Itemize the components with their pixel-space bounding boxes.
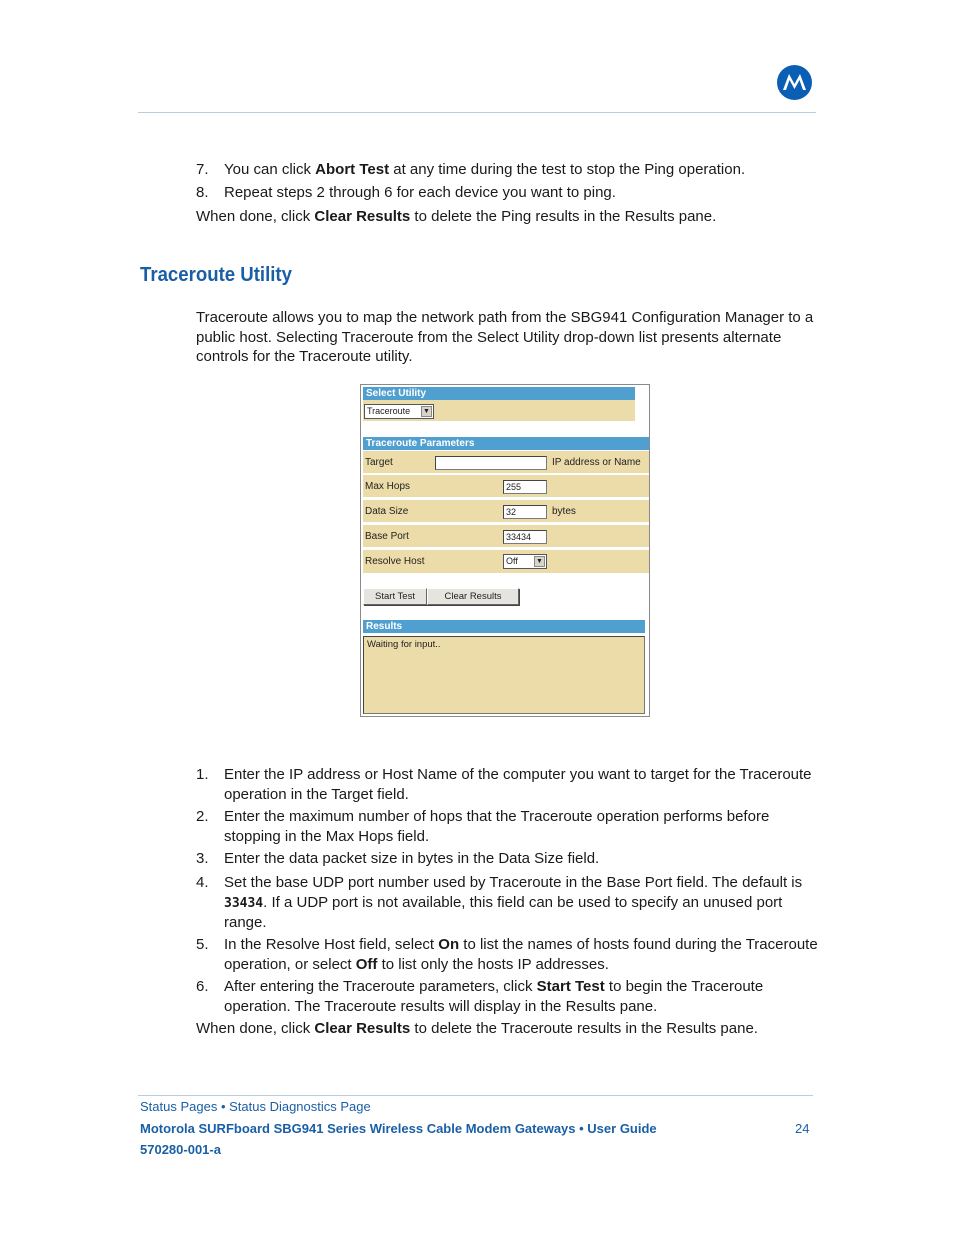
chevron-down-icon[interactable]: ▼ xyxy=(421,406,432,417)
traceroute-parameters-header: Traceroute Parameters xyxy=(363,437,649,450)
motorola-logo-icon xyxy=(777,65,812,100)
abort-test-term: Abort Test xyxy=(315,161,390,178)
step-number: 4. xyxy=(196,874,209,891)
start-test-button[interactable]: Start Test xyxy=(363,588,427,605)
target-input[interactable] xyxy=(435,456,547,470)
footer-doc-number: 570280-001-a xyxy=(140,1142,221,1157)
section-intro: Traceroute allows you to map the network path from the SBG941 Configuration Manager to a public host. Selecting Traceroute from the Select Utility drop-down list presents alternate controls for the Traceroute utility. xyxy=(196,309,814,365)
step-number: 2. xyxy=(196,808,209,825)
results-textarea[interactable]: Waiting for input.. xyxy=(363,636,645,714)
base-port-label: Base Port xyxy=(365,531,409,542)
page-number: 24 xyxy=(795,1121,810,1136)
resolve-host-row xyxy=(363,550,649,574)
footer-title: Motorola SURFboard SBG941 Series Wireless Cable Modem Gateways • User Guide xyxy=(140,1121,657,1136)
select-utility-dropdown[interactable]: Traceroute ▼ xyxy=(364,404,434,419)
step-number: 8. xyxy=(196,184,209,201)
target-row xyxy=(363,451,649,474)
results-header: Results xyxy=(363,620,645,633)
resolve-host-dropdown[interactable]: Off ▼ xyxy=(503,554,547,569)
max-hops-label: Max Hops xyxy=(365,481,411,492)
step-number: 7. xyxy=(196,161,209,178)
data-size-unit: bytes xyxy=(552,506,576,517)
step-number: 6. xyxy=(196,978,209,995)
trace-done-paragraph: When done, click Clear Results to delete the Traceroute results in the Results pane. xyxy=(196,1020,758,1037)
header-divider xyxy=(138,112,816,113)
step-number: 3. xyxy=(196,850,209,867)
max-hops-input[interactable]: 255 xyxy=(503,480,547,494)
base-port-row xyxy=(363,525,649,548)
base-port-input[interactable]: 33434 xyxy=(503,530,547,544)
footer-breadcrumb: Status Pages • Status Diagnostics Page xyxy=(140,1099,371,1114)
step-number: 1. xyxy=(196,766,209,783)
data-size-input[interactable]: 32 xyxy=(503,505,547,519)
resolve-host-label: Resolve Host xyxy=(365,556,425,567)
ping-done-paragraph: When done, click Clear Results to delete the Ping results in the Results pane. xyxy=(196,208,717,225)
target-hint: IP address or Name xyxy=(552,457,641,468)
clear-results-button[interactable]: Clear Results xyxy=(427,588,519,605)
traceroute-screenshot xyxy=(360,384,650,717)
max-hops-row xyxy=(363,475,649,498)
data-size-label: Data Size xyxy=(365,506,409,517)
section-title: Traceroute Utility xyxy=(140,264,292,286)
default-port-code: 33434 xyxy=(224,895,264,911)
target-label: Target xyxy=(365,457,393,468)
data-size-row xyxy=(363,500,649,523)
chevron-down-icon[interactable]: ▼ xyxy=(534,556,545,567)
step-number: 5. xyxy=(196,936,209,953)
footer-divider xyxy=(138,1095,813,1096)
select-utility-header: Select Utility xyxy=(363,387,635,400)
